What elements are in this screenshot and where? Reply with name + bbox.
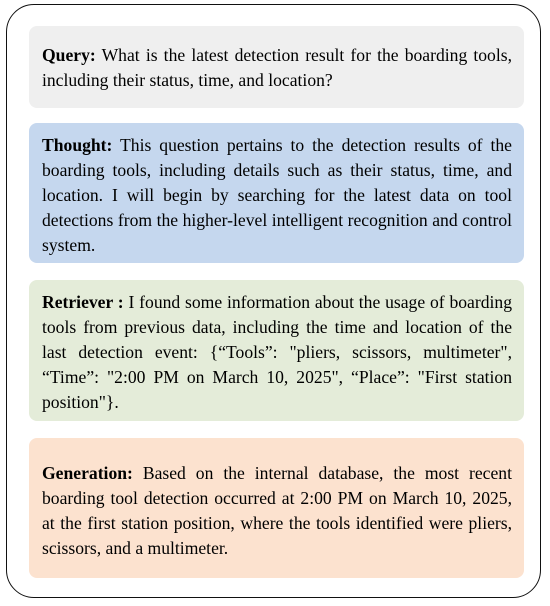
retriever-box [29, 280, 524, 421]
thought-box [29, 123, 524, 263]
thought-label: Thought: [42, 135, 113, 155]
query-text: What is the latest detection result for the boarding tools, including their status, time, and location? [42, 45, 512, 90]
query-box [29, 26, 524, 108]
generation-box [29, 438, 524, 578]
retriever-label: Retriever : [42, 292, 124, 312]
generation-label: Generation: [42, 463, 133, 483]
query-label: Query: [42, 45, 96, 65]
generation-text: Based on the internal database, the most recent boarding tool detection occurred at 2:00 PM on March 10, 2025, at the first station position, where the tools identified were pliers, scissors, and a multimeter. [42, 463, 512, 558]
thought-text: This question pertains to the detection results of the boarding tools, including details such as their status, time, and location. I will begin by searching for the latest data on tool detections from the higher-level intelligent recognition and control system. [42, 135, 512, 255]
retriever-text: I found some information about the usage of boarding tools from previous data, including the time and location of the last detection event: {“Tools”: "pliers, scissors, multimeter", “Time”: "2:00 PM on March 10, 2025", “Place”: "First station position"}. [42, 292, 512, 412]
